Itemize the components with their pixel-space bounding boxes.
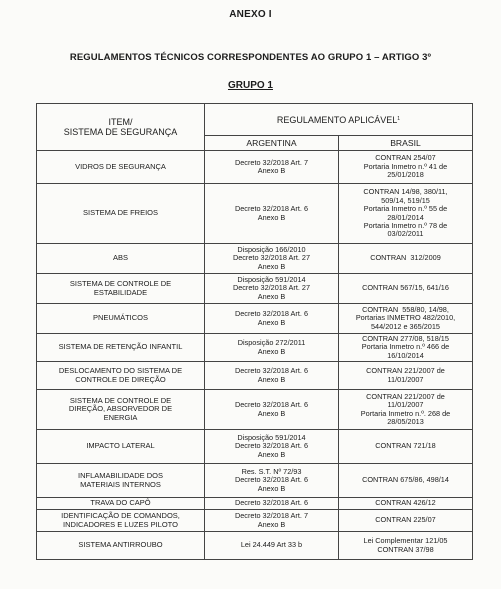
item-line: ENERGIA [103,412,138,422]
item-line: DESLOCAMENTO DO SISTEMA DE [58,366,183,376]
argentina-cell [205,390,339,430]
brasil-cell [339,334,473,362]
item-line: INDICADORES E LUZES PILOTO [63,519,178,529]
argentina-line: Anexo B [257,519,286,529]
argentina-line: Decreto 32/2018 Art. 6 [234,204,308,214]
header-item-line-1: ITEM/ [108,117,133,127]
brasil-cell [339,362,473,390]
argentina-line: Anexo B [257,449,286,459]
argentina-line: Decreto 32/2018 Art. 7 [234,157,308,167]
brasil-cell [339,532,473,560]
brasil-line: 28/01/2014 [387,212,424,222]
argentina-cell [205,244,339,274]
argentina-line: Anexo B [257,291,286,301]
argentina-cell [205,151,339,184]
header-brasil: BRASIL [339,136,473,151]
brasil-line: 11/01/2007 [387,374,424,384]
argentina-line: Decreto 32/2018 Art. 6 [234,475,308,485]
argentina-line: Anexo B [257,408,286,418]
brasil-line: CONTRAN 225/07 [375,515,436,525]
argentina-cell [205,498,339,510]
item-cell [37,244,205,274]
item-cell [37,430,205,464]
brasil-line: 544/2012 e 365/2015 [371,321,440,331]
brasil-line: CONTRAN 221/2007 de [366,391,445,401]
argentina-line: Anexo B [257,212,286,222]
item-line: SISTEMA DE CONTROLE DE [69,279,172,289]
argentina-cell [205,510,339,532]
header-item-cell [37,104,205,151]
item-line: SISTEMA ANTIRROUBO [78,540,163,550]
argentina-cell [205,532,339,560]
argentina-line: Disposição 166/2010 [237,244,306,254]
table-row [37,151,473,184]
brasil-cell [339,390,473,430]
item-line: VIDROS DE SEGURANÇA [75,161,166,171]
brasil-line: 03/02/2011 [387,229,424,239]
argentina-cell [205,430,339,464]
item-line: ABS [112,253,128,263]
argentina-line: Decreto 32/2018 Art. 27 [232,283,311,293]
table-row [37,390,473,430]
item-line: ESTABILIDADE [93,287,148,297]
brasil-line: CONTRAN 426/12 [375,498,436,508]
brasil-cell [339,184,473,244]
table-row [37,274,473,304]
brasil-cell [339,151,473,184]
argentina-line: Decreto 32/2018 Art. 27 [232,253,311,263]
brasil-cell [339,498,473,510]
annex-title: ANEXO I [229,9,272,20]
argentina-line: Decreto 32/2018 Art. 6 [234,309,308,319]
document-subtitle: REGULAMENTOS TÉCNICOS CORRESPONDENTES AO GRUPO 1 – ARTIGO 3º [69,52,432,63]
brasil-line: 25/01/2018 [387,170,424,180]
argentina-cell [205,184,339,244]
regulations-table [36,103,473,560]
brasil-line: 16/10/2014 [387,350,424,360]
brasil-cell [339,244,473,274]
argentina-cell [205,304,339,334]
brasil-line: Lei Complementar 121/05 [363,536,448,546]
argentina-line: Anexo B [257,374,286,384]
argentina-cell [205,334,339,362]
item-cell [37,498,205,510]
table-row [37,464,473,498]
brasil-line: CONTRAN 277/08, 518/15 [362,333,449,343]
brasil-cell [339,464,473,498]
brasil-line: CONTRAN 14/98, 380/11, [363,187,448,197]
table-row [37,510,473,532]
brasil-line: CONTRAN 37/98 [377,544,434,554]
table-header-row [37,104,473,136]
header-regulation-label: REGULAMENTO APLICÁVEL [276,114,398,125]
brasil-cell [339,510,473,532]
table-row [37,430,473,464]
argentina-cell [205,274,339,304]
argentina-line: Decreto 32/2018 Art. 6 [234,366,308,376]
brasil-line: CONTRAN 254/07 [375,153,436,163]
item-cell [37,274,205,304]
brasil-line: 28/05/2013 [387,416,424,426]
brasil-line: CONTRAN 675/86, 498/14 [362,475,449,485]
item-line: SISTEMA DE FREIOS [82,208,158,218]
argentina-line: Disposição 591/2014 [237,274,306,284]
brasil-line: Portaria Inmetro n.º 41 de [363,161,448,171]
table-row [37,532,473,560]
item-line: DIREÇÃO, ABSORVEDOR DE [68,404,173,414]
argentina-line: Disposição 272/2011 [237,338,306,348]
brasil-line: CONTRAN 721/18 [375,441,436,451]
table-row [37,362,473,390]
argentina-line: Anexo B [257,317,286,327]
table-row [37,334,473,362]
brasil-line: Portarias INMETRO 482/2010, [355,313,456,323]
brasil-line: Portaria Inmetro n.º 78 de [363,220,448,230]
table-row [37,304,473,334]
argentina-line: Decreto 32/2018 Art. 6 [234,498,308,508]
argentina-line: Lei 24.449 Art 33 b [240,540,303,550]
item-cell [37,304,205,334]
item-line: MATERIAIS INTERNOS [80,479,161,489]
argentina-line: Decreto 32/2018 Art. 7 [234,511,308,521]
argentina-line: Anexo B [257,483,286,493]
argentina-line: Anexo B [257,261,286,271]
item-line: SISTEMA DE CONTROLE DE [69,395,172,405]
table-row [37,184,473,244]
argentina-line: Disposição 591/2014 [237,432,306,442]
table-row [37,498,473,510]
header-item-line-2: SISTEMA DE SEGURANÇA [63,127,178,137]
argentina-cell [205,362,339,390]
header-regulation-cell [205,104,473,136]
argentina-line: Anexo B [257,346,286,356]
argentina-line: Anexo B [257,166,286,175]
table-row [37,244,473,274]
brasil-line: Portaria Inmetro n.º 55 de [363,204,448,214]
item-cell [37,532,205,560]
item-line: INFLAMABILIDADE DOS [77,471,164,481]
item-line: CONTROLE DE DIREÇÃO [75,374,166,384]
argentina-line: Res. S.T. Nº 72/93 [241,466,302,476]
item-cell [37,334,205,362]
item-cell [37,151,205,184]
argentina-cell [205,464,339,498]
item-cell [37,464,205,498]
item-cell [37,362,205,390]
item-cell [37,390,205,430]
header-argentina: ARGENTINA [205,136,339,151]
item-line: SISTEMA DE RETENÇÃO INFANTIL [58,342,183,352]
item-line: PNEUMÁTICOS [92,313,148,323]
brasil-line: CONTRAN 221/2007 de [366,366,445,376]
argentina-line: Decreto 32/2018 Art. 6 [234,441,308,451]
item-line: TRAVA DO CAPÔ [90,498,151,508]
brasil-line: 11/01/2007 [387,400,424,410]
item-cell [37,184,205,244]
brasil-line: Portaria Inmetro n.º. 268 de [360,408,451,418]
brasil-line: CONTRAN 312/2009 [370,253,441,263]
argentina-line: Decreto 32/2018 Art. 6 [234,400,308,410]
brasil-line: 509/14, 519/15 [381,195,430,205]
group-title: GRUPO 1 [227,80,273,91]
brasil-cell [339,274,473,304]
brasil-cell [339,304,473,334]
brasil-line: CONTRAN 567/15, 641/16 [362,283,449,293]
item-cell [37,510,205,532]
brasil-line: Portaria Inmetro n.º 466 de [361,342,450,352]
brasil-line: CONTRAN 558/80, 14/98, [362,304,449,314]
brasil-cell [339,430,473,464]
item-line: IMPACTO LATERAL [86,441,155,451]
footnote-marker: 1 [397,115,401,122]
item-line: IDENTIFICAÇÃO DE COMANDOS, [61,511,180,521]
